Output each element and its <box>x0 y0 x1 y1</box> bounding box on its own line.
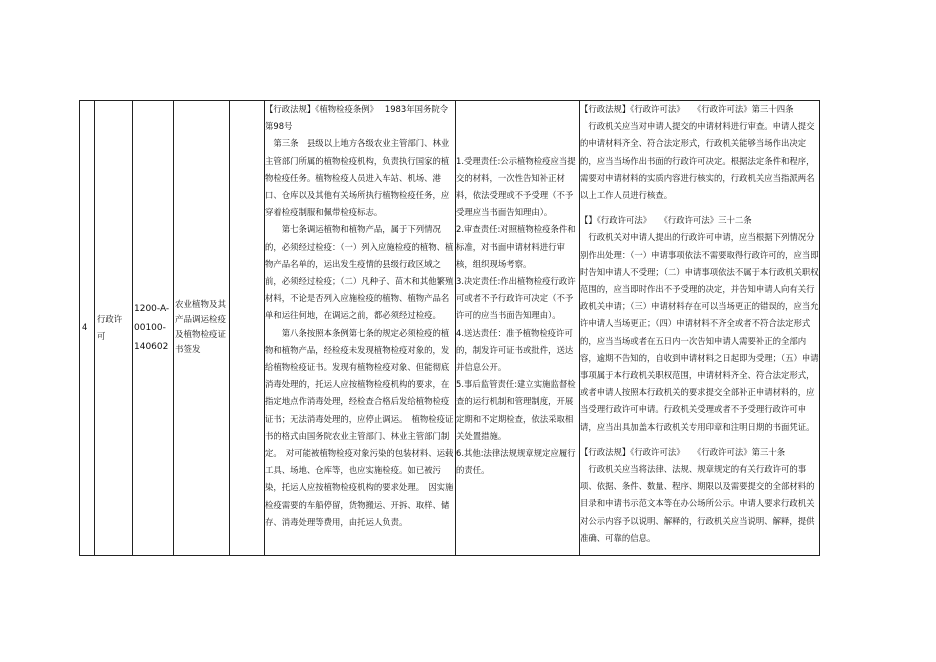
duty-basis-article-32: 行政机关对申请人提出的行政许可申请，应当根据下列情况分别作出处理：（一）申请事项依法不需要取得行政许可的，应当即时告知申请人不受理；（二）申请事项依法不属于本行政机关职权范围的，应当即时作出不予受理的决定，并告知申请人向有关行政机关申请；（三）申请材料存在可以当场更正的错误的，应当允许申请人当场更正；（四）申请材料不齐全或者不符合法定形式的，应当当场或者在五日内一次告知申请人需要补正的全部内容，逾期不告知的，自收到申请材料之日起即为受理；（五）申请事项属于本行政机关职权范围，申请材料齐全、符合法定形式，或者申请人按照本行政机关的要求提交全部补正申请材料的，应当受理行政许可申请。行政机关受理或者不予受理行政许可申请，应当出具加盖本行政机关专用印章和注明日期的书面凭证。 <box>580 232 819 432</box>
duty-basis-title-34: 【行政法规】《行政许可法》 《行政许可法》第三十四条 <box>580 104 794 114</box>
basis-article-3: 第三条 县级以上地方各级农业主管部门、林业主管部门所属的植物检疫机构，负责执行国家的植物检疫任务。植物检疫人员进入车站、机场、港口、仓库以及其他有关场所执行植物检疫任务，应穿着检疫制服和佩带检疫标志。 <box>265 138 450 218</box>
duty-basis-article-30: 行政机关应当将法律、法规、规章规定的有关行政许可的事项、依据、条件、数量、程序、期限以及需要提交的全部材料的目录和申请书示范文本等在办公场所公示。申请人要求行政机关对公示内容予以说明、解释的，行政机关应当说明、解释，提供准确、可靠的信息。 <box>580 464 815 543</box>
blank-cell <box>230 101 265 556</box>
duty-basis-title-32: 【】《行政许可法》 《行政许可法》三十二条 <box>580 215 752 226</box>
basis-title: 【行政法规】《植物检疫条例》 1983年国务院令第98号 <box>265 104 449 132</box>
basis-article-7: 第七条调运植物和植物产品，属于下列情况的，必须经过检疫：（一）列入应施检疫的植物、植物产品名单的，运出发生疫情的县级行政区域之前，必须经过检疫；（二）凡种子、苗木和其他繁殖材料，不论是否列入应施检疫的植物、植物产品名单和运往何地，在调运之前，都必须经过检疫。 <box>265 224 454 321</box>
duty-basis-title-30: 【行政法规】《行政许可法》 《行政许可法》第三十条 <box>580 446 786 457</box>
duty-basis-article-34: 行政机关应当对申请人提交的申请材料进行审查。申请人提交的申请材料齐全、符合法定形式，行政机关能够当场作出决定的，应当当场作出书面的行政许可决定。根据法定条件和程序，需要对申请材料的实质内容进行核实的，行政机关应当指派两名以上工作人员进行核查。 <box>580 121 815 201</box>
spacer <box>456 118 579 135</box>
duty-basis-cell <box>580 101 820 556</box>
spacer <box>456 101 579 118</box>
basis-article-8: 第八条按照本条例第七条的规定必须检疫的植物和植物产品，经检疫未发现植物检疫对象的，发给植物检疫证书。发现有植物检疫对象、但能彻底消毒处理的，托运人应按植物检疫机构的要求，在指定地点作消毒处理，经检查合格后发给植物检疫证书；无法消毒处理的，应停止调运。 植物检疫证书的格式由国务院农业主管部门、林业主管部门制定。 对可能被植物检疫对象污染的包装材料、运载工具、场地、仓库等，也应实施检疫。如已被污染，托运人应按植物检疫机构的要求处理。 因实施检疫需要的车船停留，货物搬运、开拆、取样、储存、消毒处理等费用，由托运人负责。 <box>265 327 454 527</box>
duties-cell <box>456 101 580 556</box>
duty-decide: 3.决定责任:作出植物检疫行政许可或者不予行政许可决定（不予许可的应当书面告知理由）。 <box>456 275 576 321</box>
duty-supervise: 5.事后监管责任:建立实施监督检查的运行机制和管理制度，开展定期和不定期检查，依法采取相关处置措施。 <box>456 379 576 441</box>
table-row <box>80 101 820 556</box>
item-category: 行政许可 <box>95 101 133 556</box>
item-code: 1200-A-00100-140602 <box>133 101 174 556</box>
authority-catalog-table <box>79 100 820 556</box>
catalog-table-sheet <box>79 100 819 556</box>
duty-deliver: 4.送达责任：准予植物检疫许可的，制发许可证书或批件，送达并信息公开。 <box>456 327 574 372</box>
row-number: 4 <box>80 101 95 556</box>
duty-review: 2.审查责任:对照植物检疫条件和标准，对书面申请材料进行审核，组织现场考察。 <box>456 224 576 269</box>
spacer <box>580 436 819 444</box>
duty-other: 6.其他:法律法规规章规定应履行的责任。 <box>456 448 576 476</box>
duty-accept: 1.受理责任:公示植物检疫应当提交的材料，一次性告知补正材料，依法受理或不予受理（不予受理应当书面告知理由）。 <box>456 155 576 218</box>
item-name: 农业植物及其产品调运检疫及植物检疫证书签发 <box>174 101 230 556</box>
legal-basis-cell <box>265 101 456 556</box>
spacer <box>580 204 819 212</box>
spacer <box>456 135 579 152</box>
